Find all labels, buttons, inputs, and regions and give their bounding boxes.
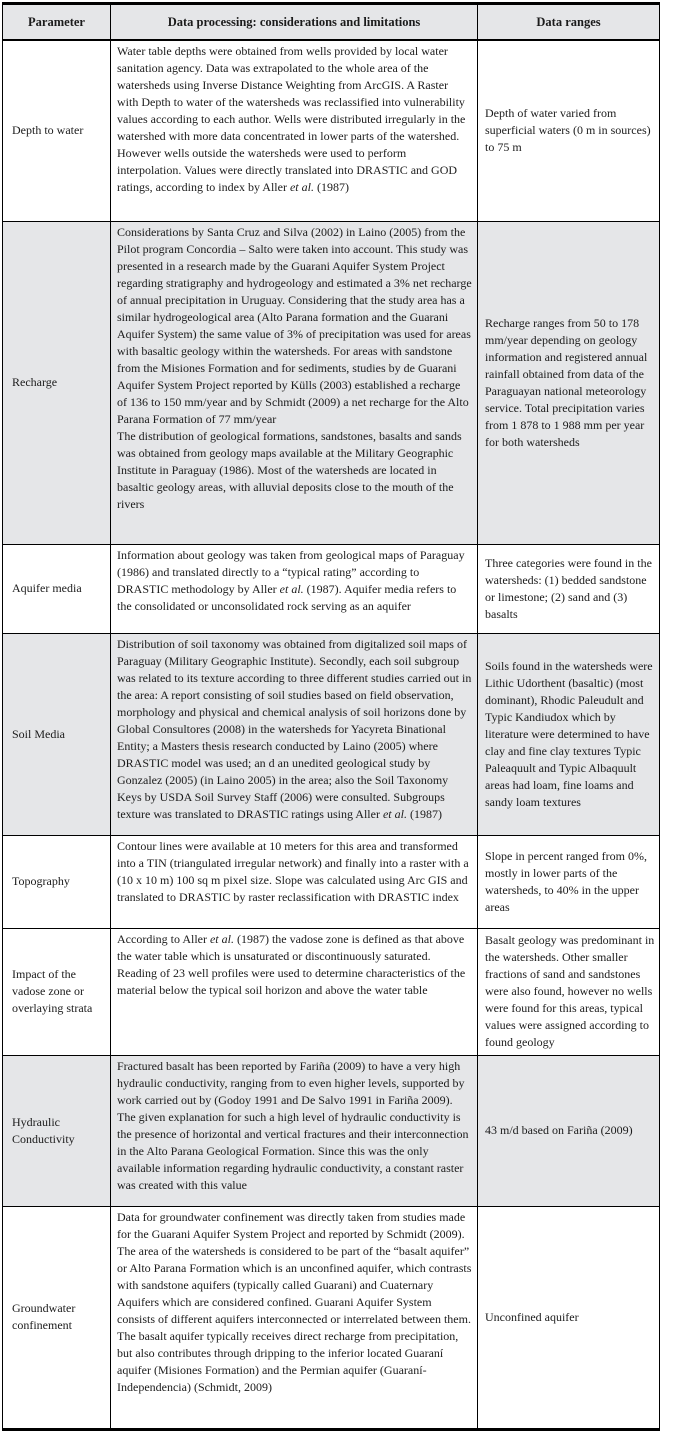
table-header xyxy=(3,4,660,41)
row-depth-to-water xyxy=(3,40,660,221)
processing-text: Information about geology was taken from geological maps of Paraguay (1986) and translated directly to a “typical rating” according to DRASTIC methodology by Aller et al. (1987). Aquifer media refers to the consolidated or unconsolidated rock serving as an aquifer xyxy=(117,547,465,613)
processing-text: Contour lines were available at 10 meters for this area and transformed into a TIN (triangulated irregular network) and finally into a raster with a (10 x 10 m) 100 sq m pixel size. Slope was calculated using Arc GIS and translated to DRASTIC by raster reclassification with DRASTIC index xyxy=(117,838,469,904)
ranges-cell: Slope in percent ranged from 0%, mostly in lower parts of the watersheds, to 40% in the upper areas xyxy=(478,835,660,928)
parameter-cell: Groundwater confinement xyxy=(3,1206,111,1429)
parameter-cell: Impact of the vadose zone or overlaying strata xyxy=(3,928,111,1055)
row-aquifer-media xyxy=(3,544,660,633)
processing-text: According to Aller et al. (1987) the vadose zone is defined as that above the water table which is unsaturated or discontinuously saturated. Reading of 23 well profiles were used to determine characteristics of the material below the typical soil horizon and above the water table xyxy=(117,931,466,997)
processing-text: Data for groundwater confinement was directly taken from studies made for the Guarani Aquifer System Project and reported by Schmidt (2009). The area of the watersheds is considered to be part of the “basalt aquifer” or Alto Parana Formation which is an unconfined aquifer, which contrasts with sandstone aquifers (typically called Guarani) and Cuaternary Aquifers which are considered confined. Guarani Aquifer System consists of different aquifers interconnected or interrelated between them. The basalt aquifer typically receives direct recharge from precipitation, but also contributes through dripping to the inferior located Guaraní aquifer (Misiones Formation) and the Permian aquifer (Guaraní-Independencia) (Schmidt, 2009) xyxy=(117,1209,472,1394)
header-data-ranges: Data ranges xyxy=(478,4,660,41)
row-topography xyxy=(3,835,660,928)
processing-cell xyxy=(111,544,478,633)
row-soil-media xyxy=(3,633,660,835)
processing-cell xyxy=(111,633,478,835)
processing-text-2: The distribution of geological formations, sandstones, basalts and sands was obtained from geology maps available at the Military Geographic Institute in Paraguay (1986). Most of the watersheds are located in basaltic geology areas, with alluvial deposits close to the mouth of the rivers xyxy=(117,428,462,511)
ranges-cell: Unconfined aquifer xyxy=(478,1206,660,1429)
processing-cell xyxy=(111,40,478,221)
parameter-cell: Hydraulic Conductivity xyxy=(3,1055,111,1206)
row-hydraulic-conductivity xyxy=(3,1055,660,1206)
processing-cell xyxy=(111,1206,478,1429)
processing-text: Water table depths were obtained from wells provided by local water sanitation agency. Data was extrapolated to the whole area of the watersheds using Inverse Distance Weighting from ArcGIS. A Raster with Depth to water of the watersheds was reclassified into vulnerability values according to each author. Wells were distributed irregularly in the watershed with more data concentrated in lower parts of the watershed. However wells outside the watersheds were used to perform interpolation. Values were directly translated into DRASTIC and GOD ratings, according to index by Aller et al. (1987) xyxy=(117,44,466,194)
processing-cell xyxy=(111,221,478,544)
parameter-cell: Soil Media xyxy=(3,633,111,835)
processing-cell xyxy=(111,1055,478,1206)
ranges-cell: Soils found in the watersheds were Lithic Udorthent (basaltic) (most dominant), Rhodic Paleudult and Typic Kandiudox which by literature were determined to have clay and fine clay textures Typic Paleaquult and Typic Albaquult areas had loam, fine loams and sandy loam textures xyxy=(478,633,660,835)
processing-text: Distribution of soil taxonomy was obtained from digitalized soil maps of Paraguay (Military Geographic Institute). Secondly, each soil subgroup was related to its texture according to three different studies carried out in the area: A report consisting of soil studies based on field observation, morphology and physical and chemical analysis of soil horizons done by Global Consultores (2008) in the watersheds for Yacyreta Binational Entity; a Masters thesis research conducted by Laino (2005) where DRASTIC model was used; an d an unedited geological study by Gonzalez (2005) (in Laino 2005) in the area; also the Soil Taxonomy Keys by USDA Soil Survey Staff (2006) were consulted. Subgroups texture was translated to DRASTIC ratings using Aller et al. (1987) xyxy=(117,636,472,821)
row-recharge xyxy=(3,221,660,544)
row-impact-vadose-zone xyxy=(3,928,660,1055)
processing-cell xyxy=(111,835,478,928)
parameter-table xyxy=(2,2,660,1431)
ranges-cell: 43 m/d based on Fariña (2009) xyxy=(478,1055,660,1206)
parameter-cell: Depth to water xyxy=(3,40,111,221)
processing-text: Considerations by Santa Cruz and Silva (2002) in Laino (2005) from the Pilot program Concordia – Salto were taken into account. This study was presented in a research made by the Guarani Aquifer System Project regarding stratigraphy and hydrogeology and estimated a 3% net recharge of annual precipitation in Uruguay. Considering that the study area has a similar hydrogeological area (Alto Parana formation and the Guarani Aquifer System) the same value of 3% of precipitation was used for areas with basaltic geology within the watersheds. For areas with sandstone from the Misiones Formation and for sediments, studies by de Guarani Aquifer System Project reported by Külls (2003) established a recharge of 136 to 150 mm/year and by Schmidt (2009) a net recharge for the Alto Parana Formation of 77 mm/year xyxy=(117,224,472,426)
ranges-cell: Three categories were found in the watersheds: (1) bedded sandstone or limestone; (2) sand and (3) basalts xyxy=(478,544,660,633)
header-parameter: Parameter xyxy=(3,4,111,41)
header-data-processing: Data processing: considerations and limitations xyxy=(111,4,478,41)
ranges-cell: Recharge ranges from 50 to 178 mm/year depending on geology information and registered annual rainfall obtained from data of the Paraguayan national meteorology service. Total precipitation varies from 1 878 to 1 988 mm per year for both watersheds xyxy=(478,221,660,544)
parameter-cell: Aquifer media xyxy=(3,544,111,633)
ranges-cell: Basalt geology was predominant in the watersheds. Other smaller fractions of sand and sandstones were also found, however no wells were found for this areas, typical values were assigned according to found geology xyxy=(478,928,660,1055)
parameter-cell: Topography xyxy=(3,835,111,928)
processing-cell xyxy=(111,928,478,1055)
processing-text: Fractured basalt has been reported by Fariña (2009) to have a very high hydraulic conductivity, ranging from to even higher levels, supported by work carried out by (Godoy 1991 and De Salvo 1991 in Fariña 2009). The given explanation for such a high level of hydraulic conductivity is the presence of horizontal and vertical fractures and their interconnection in the Alto Parana Geological Formation. Since this was the only available information regarding hydraulic conductivity, a constant raster was created with this value xyxy=(117,1058,469,1192)
ranges-cell: Depth of water varied from superficial waters (0 m in sources) to 75 m xyxy=(478,40,660,221)
header-row xyxy=(3,4,660,41)
parameter-cell: Recharge xyxy=(3,221,111,544)
row-groundwater-confinement xyxy=(3,1206,660,1429)
